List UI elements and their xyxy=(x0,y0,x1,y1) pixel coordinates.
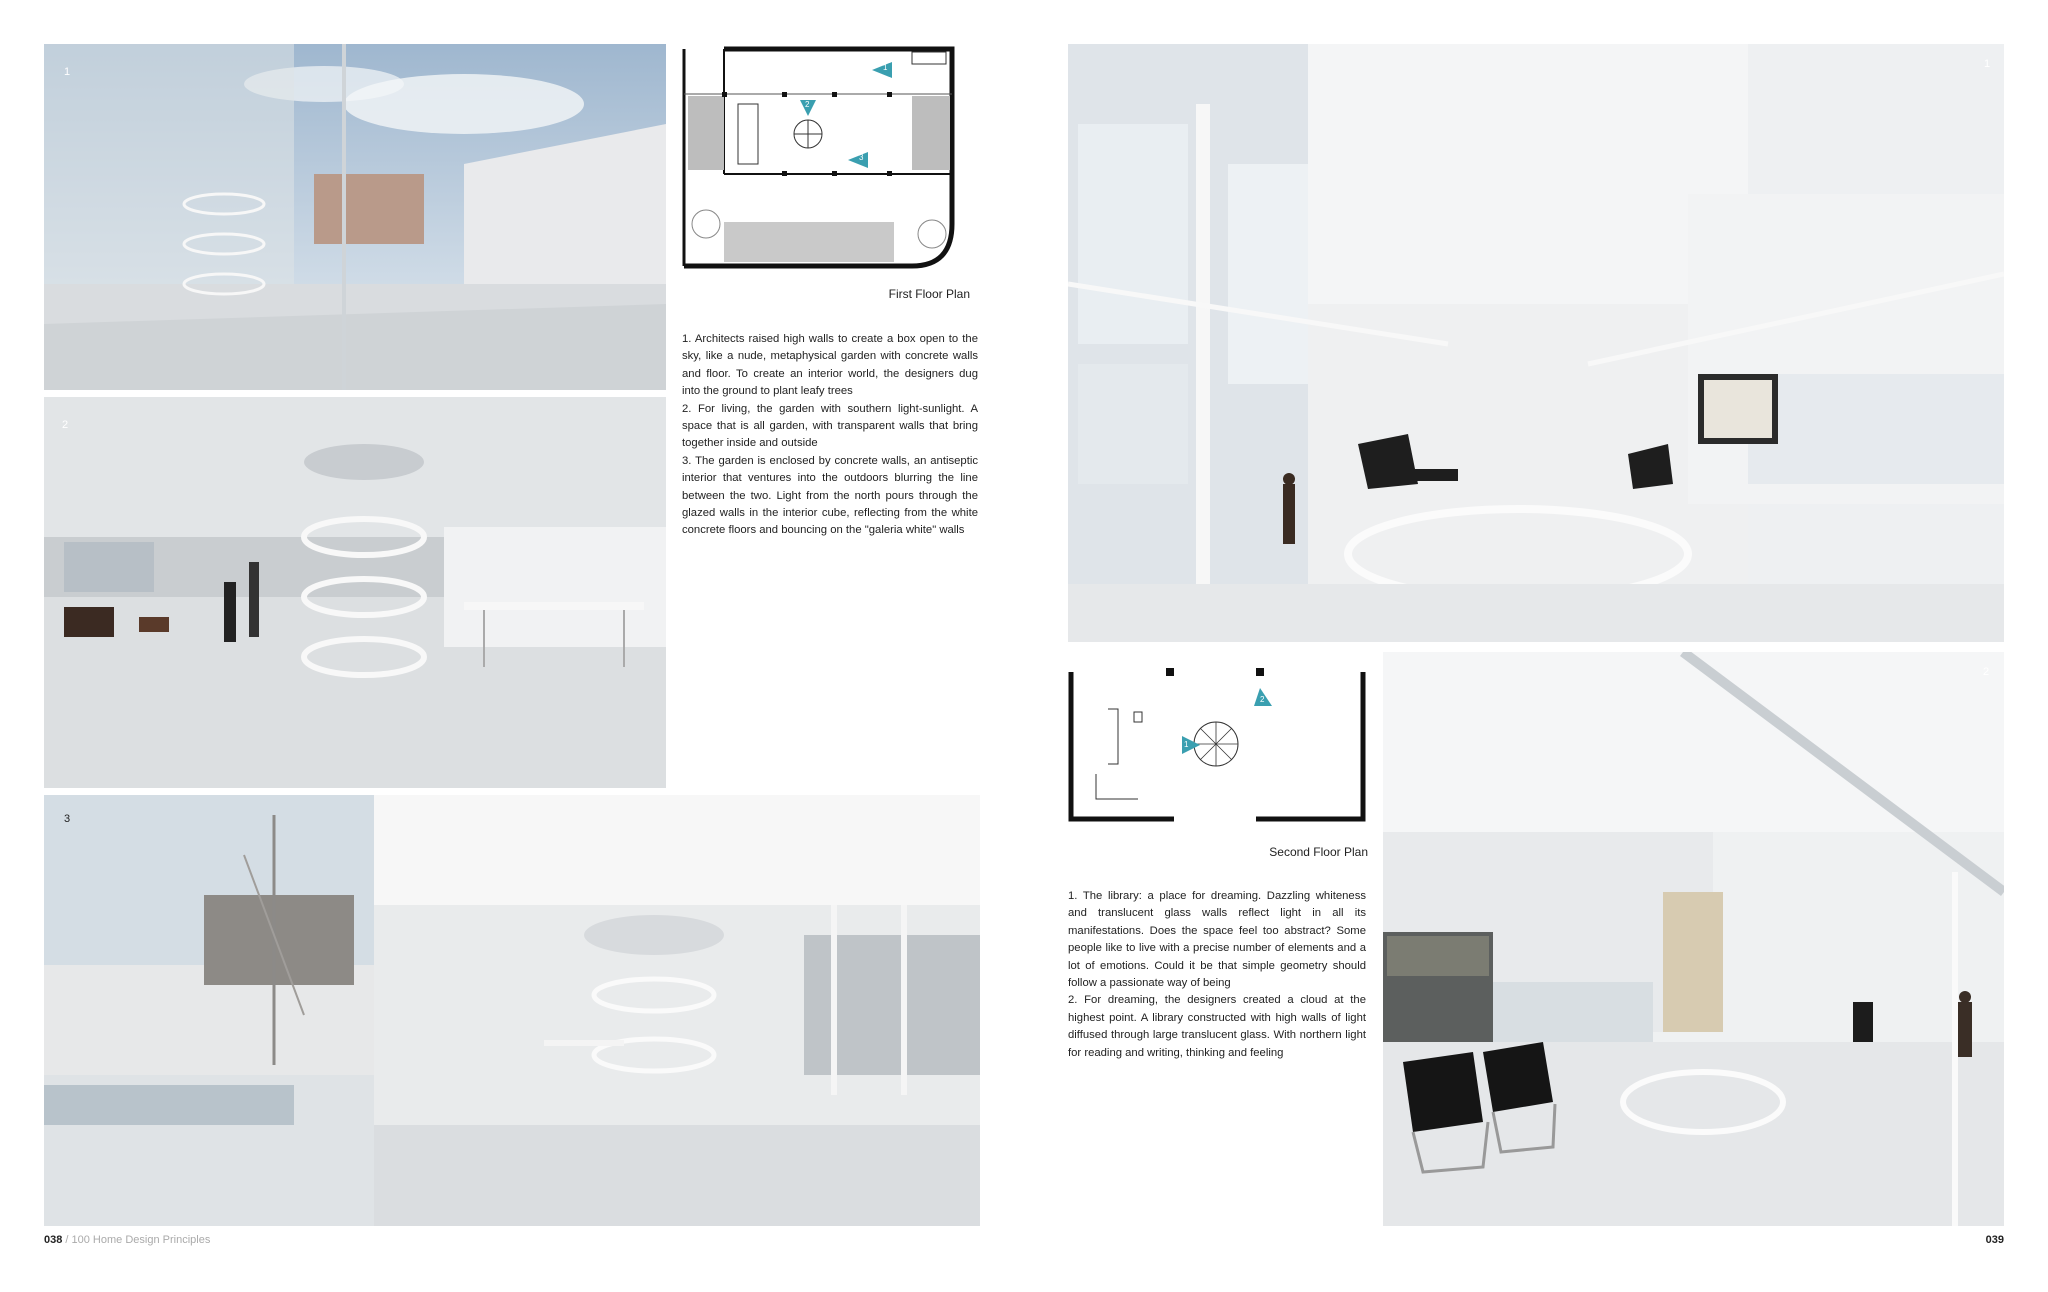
photo-number: 3 xyxy=(64,813,71,825)
second-floor-plan xyxy=(1068,664,1366,824)
plan-marker: 3 xyxy=(859,153,864,162)
page-number: 038 xyxy=(44,1234,63,1246)
paragraph: 1. Architects raised high walls to create a box open to the sky, like a nude, metaphysical garden with concrete walls and floor. To create an interior world, the designers dug into the ground to plant leafy trees xyxy=(682,333,978,398)
description-text xyxy=(682,331,978,540)
photo-glazed-interior xyxy=(44,795,980,1226)
paragraph: 2. For dreaming, the designers created a cloud at the highest point. A library constructed with high walls of light diffused through large translucent glass. With northern light for reading and writing, thinking and feeling xyxy=(1068,994,1366,1059)
first-floor-plan xyxy=(682,44,970,272)
photo-living-room xyxy=(44,397,666,788)
description-text xyxy=(1068,888,1366,1062)
plan-marker: 2 xyxy=(1260,695,1265,704)
folio-left xyxy=(44,1234,210,1246)
plan-marker: 1 xyxy=(1184,740,1189,749)
folio-right xyxy=(1960,1234,2004,1246)
plan-marker: 2 xyxy=(805,100,810,109)
paragraph: 3. The garden is enclosed by concrete walls, an antiseptic interior that ventures into the outdoors blurring the line between the two. Light from the north pours through the glazed walls in the interior cube, reflecting from the white concrete floors and bouncing on the "galeria white" walls xyxy=(682,454,978,537)
photo-number: 2 xyxy=(1983,666,1990,678)
photo-courtyard xyxy=(44,44,666,390)
plan-caption: Second Floor Plan xyxy=(1269,845,1368,859)
paragraph: 2. For living, the garden with southern light-sunlight. A space that is all garden, with transparent walls that bring together inside and outside xyxy=(682,402,978,450)
plan-caption: First Floor Plan xyxy=(888,287,970,301)
photo-reading-room xyxy=(1383,652,2004,1226)
photo-number: 1 xyxy=(64,66,71,78)
photo-number: 2 xyxy=(62,419,69,431)
page-number: 039 xyxy=(1985,1234,2004,1246)
book-title: / 100 Home Design Principles xyxy=(62,1234,211,1246)
paragraph: 1. The library: a place for dreaming. Dazzling whiteness and translucent glass walls reflect light in all its manifestations. Does the space feel too abstract? Some people like to live with a precise number of elements and a lot of emotions. Could it be that simple geometry should follow a passionate way of being xyxy=(1068,890,1366,990)
photo-library xyxy=(1068,44,2004,642)
photo-number: 1 xyxy=(1984,58,1991,70)
plan-marker: 1 xyxy=(883,63,888,72)
